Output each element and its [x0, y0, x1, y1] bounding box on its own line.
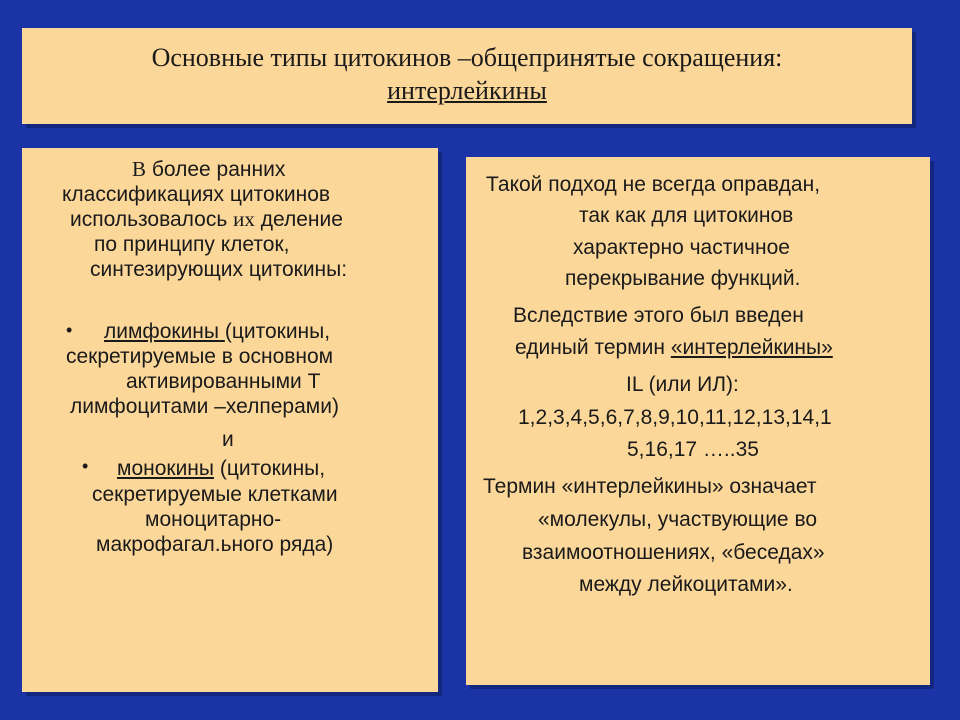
intro-line-3-serif: их [233, 207, 255, 231]
p2-line-3: IL (или ИЛ): [626, 373, 739, 396]
title-line-2: интерлейкины [387, 76, 547, 105]
interleukins-term: «интерлейкины» [670, 336, 833, 359]
left-panel [22, 148, 438, 692]
title-line-1: Основные типы цитокинов –общепринятые сокращения: [151, 43, 783, 72]
intro-line-3 [70, 207, 343, 232]
p2-line-5: 5,16,17 …..35 [627, 438, 759, 461]
bullet-1-line-1 [104, 319, 330, 344]
p1-line-4: перекрывание функций. [565, 267, 801, 290]
lymphokines-term: лимфокины [104, 320, 225, 343]
p3-line-1: Термин «интерлейкины» означает [483, 475, 817, 498]
right-panel [466, 157, 930, 685]
p3-line-4: между лейкоцитами». [579, 573, 793, 596]
bullet-2-line-1-text: (цитокины, [214, 457, 326, 480]
bullet-2-line-1 [117, 456, 325, 481]
bullet-2-line-4: макрофагал.ьного ряда) [96, 533, 334, 556]
bullet-1-line-1-text: (цитокины, [224, 320, 331, 343]
p2-line-1: Вследствие этого был введен [513, 304, 804, 327]
intro-line-1 [132, 157, 285, 182]
intro-initial: В [132, 157, 147, 181]
bullet-2-line-3: моноцитарно- [145, 508, 282, 531]
intro-line-5: синтезирующих цитокины: [90, 258, 348, 281]
p1-line-1: Такой подход не всегда оправдан, [486, 173, 821, 196]
p2-line-2 [515, 335, 833, 360]
bullet-1-line-4: лимфоцитами –хелперами) [70, 395, 339, 418]
intro-line-3-post: деление [254, 208, 343, 231]
bullet-1-marker: • [66, 320, 73, 340]
p3-line-3: взаимоотношениях, «беседах» [522, 541, 825, 564]
slide-title [22, 28, 912, 124]
p3-line-2: «молекулы, участвующие во [538, 508, 818, 531]
p1-line-3: характерно частичное [573, 236, 790, 259]
intro-line-3-pre: использовалось [70, 208, 234, 231]
conjunction: и [222, 428, 234, 451]
p2-line-2-pre: единый термин [515, 336, 671, 359]
monokines-term: монокины [117, 457, 215, 480]
bullet-1-line-2: секретируемые в основном [66, 345, 334, 368]
intro-line-1-text: более ранних [146, 158, 286, 181]
p2-line-4: 1,2,3,4,5,6,7,8,9,10,11,12,13,14,1 [518, 406, 832, 429]
intro-line-2: классификациях цитокинов [62, 183, 331, 206]
p1-line-2: так как для цитокинов [579, 204, 794, 227]
bullet-2-marker: • [82, 456, 89, 476]
intro-line-4: по принципу клеток, [94, 233, 290, 256]
bullet-2-line-2: секретируемые клетками [92, 483, 338, 506]
bullet-1-line-3: активированными Т [126, 370, 321, 393]
